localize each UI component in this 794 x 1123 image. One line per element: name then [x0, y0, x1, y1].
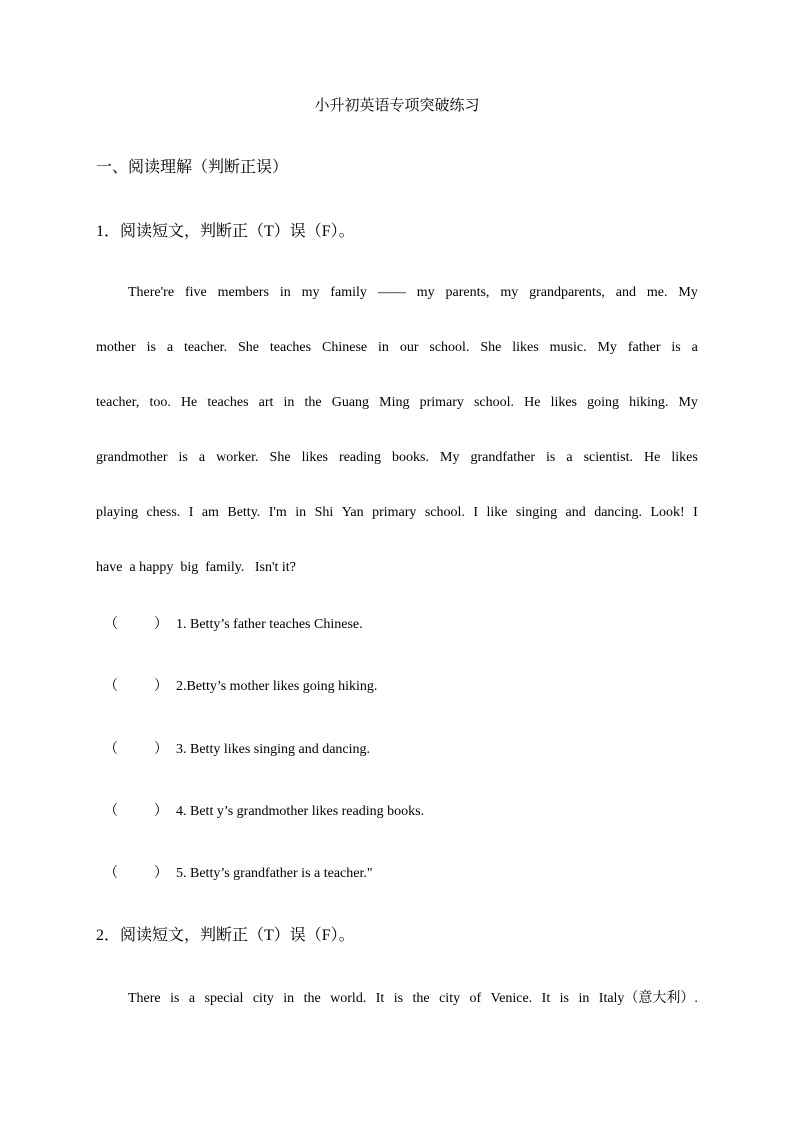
answer-blank-open: （ — [104, 804, 118, 819]
passage-line: mother is a teacher. She teaches Chinese in our school. She likes music. My father is a — [96, 340, 698, 355]
passage-line: There is a special city in the world. It is the city of Venice. It is in Italy（意大利）. — [128, 991, 698, 1006]
answer-blank-open: （ — [104, 679, 118, 694]
passage-line: teacher, too. He teaches art in the Guang Ming primary school. He likes going hiking. My — [96, 395, 698, 410]
question-1-heading: 1．阅读短文，判断正（T）误（F）。 — [96, 223, 355, 240]
answer-blank-open: （ — [104, 742, 118, 757]
answer-item-text: 3. Betty likes singing and dancing. — [176, 742, 371, 757]
passage-line: have a happy big family. Isn't it? — [96, 560, 296, 575]
answer-blank-close: ） — [154, 742, 168, 757]
section-heading: 一、阅读理解（判断正误） — [96, 159, 289, 176]
document-title: 小升初英语专项突破练习 — [314, 98, 480, 114]
answer-item-text: 4. Bett y’s grandmother likes reading books. — [176, 804, 425, 819]
passage-line: playing chess. I am Betty. I'm in Shi Yan primary school. I like singing and dancing. Look! I — [96, 505, 698, 520]
answer-blank-open: （ — [104, 617, 118, 632]
question-2-heading: 2．阅读短文，判断正（T）误（F）。 — [96, 927, 355, 944]
answer-blank-close: ） — [154, 804, 168, 819]
answer-item-text: 1. Betty’s father teaches Chinese. — [176, 617, 363, 632]
answer-blank-open: （ — [104, 866, 118, 881]
answer-item-text: 5. Betty’s grandfather is a teacher." — [176, 866, 373, 881]
passage-line: There're five members in my family —— my parents, my grandparents, and me. My — [128, 285, 698, 300]
answer-blank-close: ） — [154, 617, 168, 632]
passage-line: grandmother is a worker. She likes reading books. My grandfather is a scientist. He likes — [96, 450, 698, 465]
answer-item-text: 2.Betty’s mother likes going hiking. — [176, 679, 378, 694]
answer-blank-close: ） — [154, 679, 168, 694]
answer-blank-close: ） — [154, 866, 168, 881]
